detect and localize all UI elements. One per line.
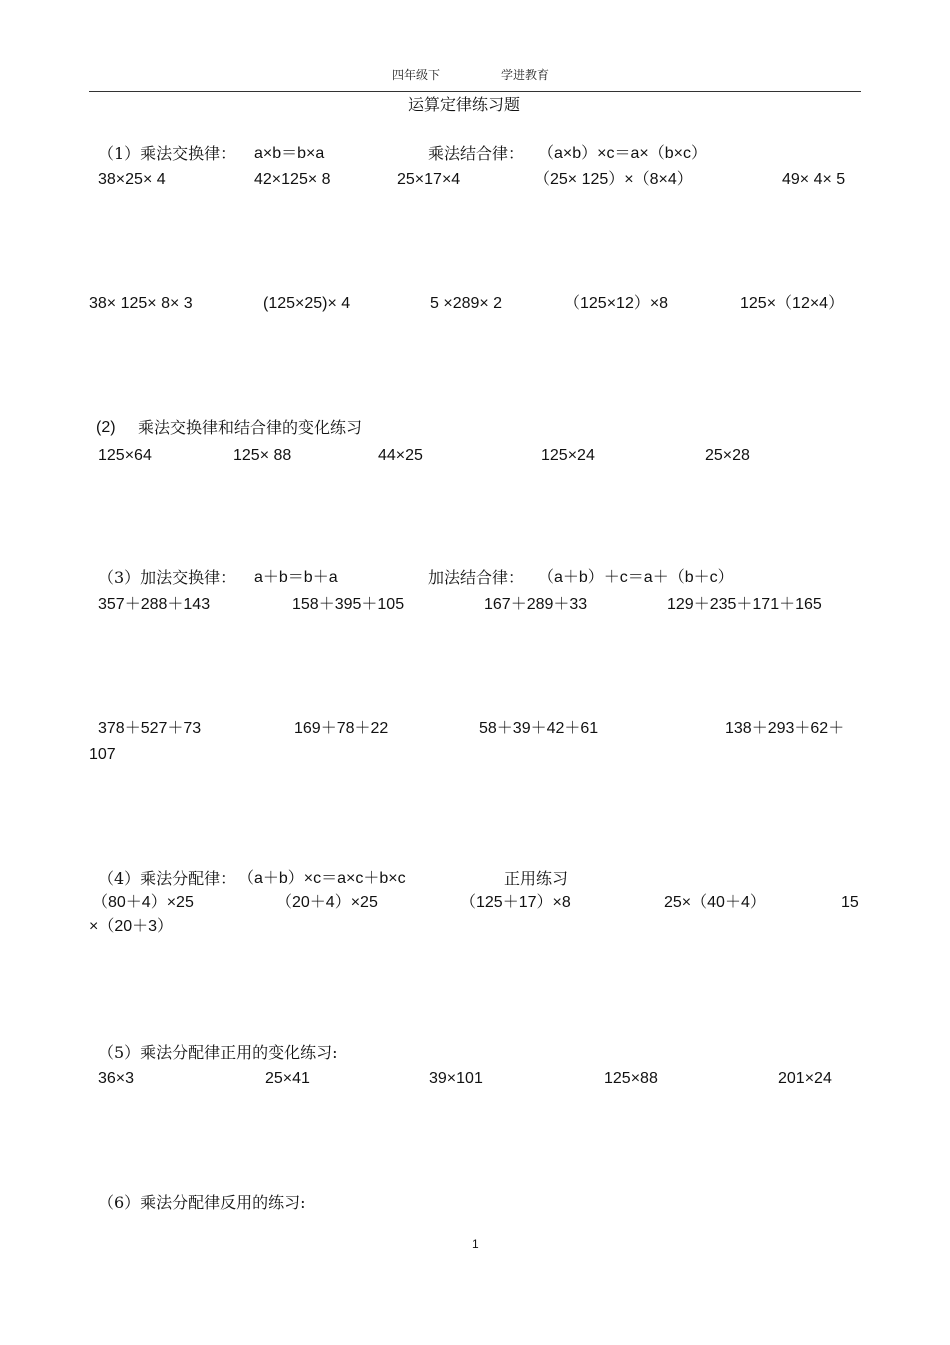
section-3-label: （3）加法交换律： (98, 568, 237, 587)
s3-problem-8: 138＋293＋62＋ (725, 720, 845, 737)
s2-problem-2: 125× 88 (233, 447, 292, 464)
s2-problem-5: 25×28 (705, 447, 750, 464)
header-grade: 四年级下 (392, 68, 441, 82)
section-1-formula-2: （a×b）×c＝a×（b×c） (538, 145, 707, 162)
s5-problem-5: 201×24 (778, 1070, 832, 1087)
s1-problem-9: （125×12）×8 (564, 295, 669, 312)
s3-problem-7: 58＋39＋42＋61 (479, 720, 599, 737)
s5-problem-4: 125×88 (604, 1070, 658, 1087)
s4-problem-4: 25×（40＋4） (664, 894, 766, 911)
s2-problem-3: 44×25 (378, 447, 423, 464)
s1-problem-10: 125×（12×4） (740, 295, 845, 312)
s1-problem-5: 49× 4× 5 (782, 171, 846, 188)
section-5-label: （5）乘法分配律正用的变化练习: (98, 1043, 338, 1062)
s3-problem-2: 158＋395＋105 (292, 596, 405, 613)
s3-problem-1: 357＋288＋143 (98, 596, 211, 613)
section-4-formula: （a＋b）×c＝a×c＋b×c (238, 870, 406, 887)
s1-problem-1: 38×25× 4 (98, 171, 166, 188)
s4-problem-2: （20＋4）×25 (276, 894, 378, 911)
s5-problem-2: 25×41 (265, 1070, 310, 1087)
s4-problem-5: 15 (841, 894, 859, 911)
s3-problem-4: 129＋235＋171＋165 (667, 596, 822, 613)
s3-problem-5: 378＋527＋73 (98, 720, 202, 737)
section-1-label-2: 乘法结合律： (428, 144, 525, 163)
s1-problem-6: 38× 125× 8× 3 (89, 295, 193, 312)
s4-problem-5-continued: ×（20＋3） (89, 918, 174, 935)
header-school: 学进教育 (501, 68, 550, 82)
s2-problem-1: 125×64 (98, 447, 152, 464)
s1-problem-8: 5 ×289× 2 (430, 295, 503, 312)
page-title: 运算定律练习题 (408, 95, 521, 114)
section-4-note: 正用练习 (504, 869, 569, 888)
section-6-label: （6）乘法分配律反用的练习: (98, 1193, 306, 1212)
s3-problem-3: 167＋289＋33 (484, 596, 588, 613)
section-4-label: （4）乘法分配律： (98, 869, 237, 888)
s1-problem-4: （25× 125）×（8×4） (534, 171, 693, 188)
section-1-label: （1）乘法交换律： (98, 144, 237, 163)
s2-problem-4: 125×24 (541, 447, 595, 464)
header-rule (89, 91, 861, 92)
s3-problem-6: 169＋78＋22 (294, 720, 389, 737)
section-3-label-2: 加法结合律： (428, 568, 525, 587)
section-2-label: 乘法交换律和结合律的变化练习 (138, 418, 363, 437)
s3-problem-8-continued: 107 (89, 746, 116, 763)
s1-problem-2: 42×125× 8 (254, 171, 331, 188)
s4-problem-3: （125＋17）×8 (460, 894, 571, 911)
section-1-formula: a×b＝b×a (254, 145, 325, 162)
section-2-number: (2) (96, 419, 116, 436)
s1-problem-7: (125×25)× 4 (263, 295, 351, 312)
s5-problem-1: 36×3 (98, 1070, 135, 1087)
section-3-formula-2: （a＋b）＋c＝a＋（b＋c） (538, 569, 734, 586)
s1-problem-3: 25×17×4 (397, 171, 461, 188)
section-3-formula: a＋b＝b＋a (254, 569, 338, 586)
page-number: 1 (472, 1237, 479, 1251)
s5-problem-3: 39×101 (429, 1070, 483, 1087)
s4-problem-1: （80＋4）×25 (92, 894, 194, 911)
